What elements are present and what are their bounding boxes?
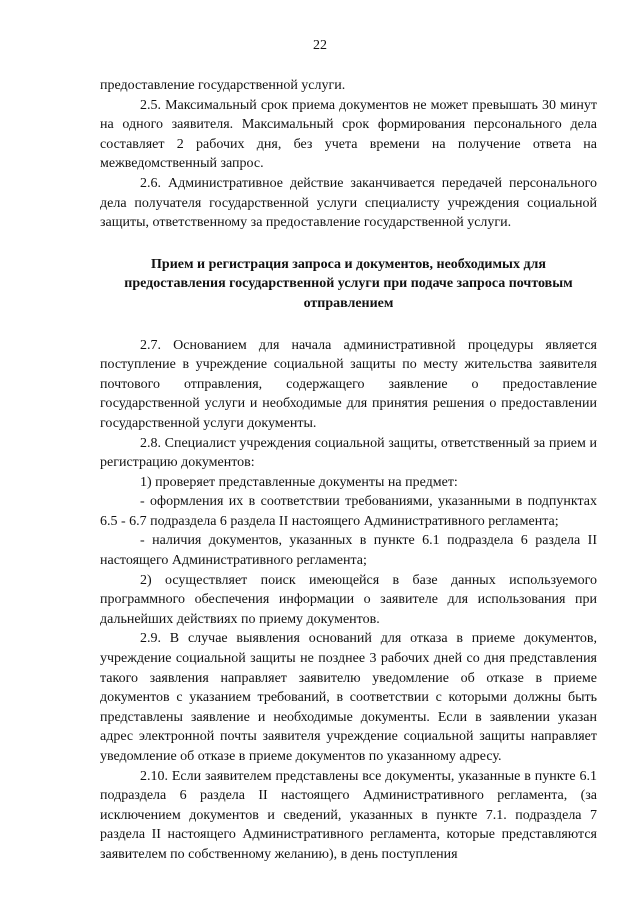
- bottom-paragraphs: [100, 336, 597, 865]
- top-paragraphs: [100, 76, 597, 233]
- paragraph: 2.7. Основанием для начала административной процедуры является поступление в учреждение социальной защиты по месту жительства заявителя почтового отправления, содержащего заявление о предоставление государственной услуги и необходимые для принятия решения о предоставлении государственной услуги документы.: [100, 337, 597, 431]
- page-number: 22: [313, 38, 327, 53]
- paragraph: 2.9. В случае выявления оснований для отказа в приеме документов, учреждение социальной защиты не позднее 3 рабочих дней со дня представления такого заявления направляет заявителю уведомление об отказе в приеме документов с указанием требований, в соответствии с которыми должны быть представлены заявление и необходимые документы. Если в заявлении указан адрес электронной почты заявителя учреждение социальной защиты направляет уведомление об отказе в приеме документов по указанному адресу.: [100, 631, 597, 764]
- section-heading: Прием и регистрация запроса и документов, необходимых для предоставления государственной услуги при подаче запроса почтовым отправлением: [124, 256, 573, 311]
- paragraph: 2.6. Административное действие заканчивается передачей персонального дела получателя государственной услуги специалисту учреждения социальной защиты, ответственному за предоставление государственной услуги.: [100, 175, 597, 231]
- paragraph: предоставление государственной услуги.: [100, 78, 346, 93]
- paragraph: 2.10. Если заявителем представлены все документы, указанные в пункте 6.1 подраздела 6 раздела II настоящего Административного регламента, (за исключением документов и сведений, указанных в пункте 7.1. подраздела 7 раздела II настоящего Административного регламента, которые представляются заявителем по собственному желанию), в день поступления: [100, 768, 597, 862]
- paragraph: 2.8. Специалист учреждения социальной защиты, ответственный за прием и регистрацию документов:: [100, 435, 597, 471]
- paragraph: 1) проверяет представленные документы на предмет:: [140, 474, 458, 490]
- page-content: [100, 76, 597, 865]
- paragraph: - оформления их в соответствии требованиями, указанными в подпунктах 6.5 - 6.7 подраздела 6 раздела II настоящего Административного регламента;: [100, 494, 597, 529]
- paragraph: 2.5. Максимальный срок приема документов не может превышать 30 минут на одного заявителя. Максимальный срок формирования персонального дела составляет 2 рабочих дня, без учета времени на получение ответа на межведомственный запрос.: [100, 97, 597, 172]
- paragraph: 2) осуществляет поиск имеющейся в базе данных используемого программного обеспечения информации о заявителе для использования при дальнейших действиях по приему документов.: [100, 572, 597, 627]
- paragraph: - наличия документов, указанных в пункте 6.1 подраздела 6 раздела II настоящего Административного регламента;: [100, 533, 597, 569]
